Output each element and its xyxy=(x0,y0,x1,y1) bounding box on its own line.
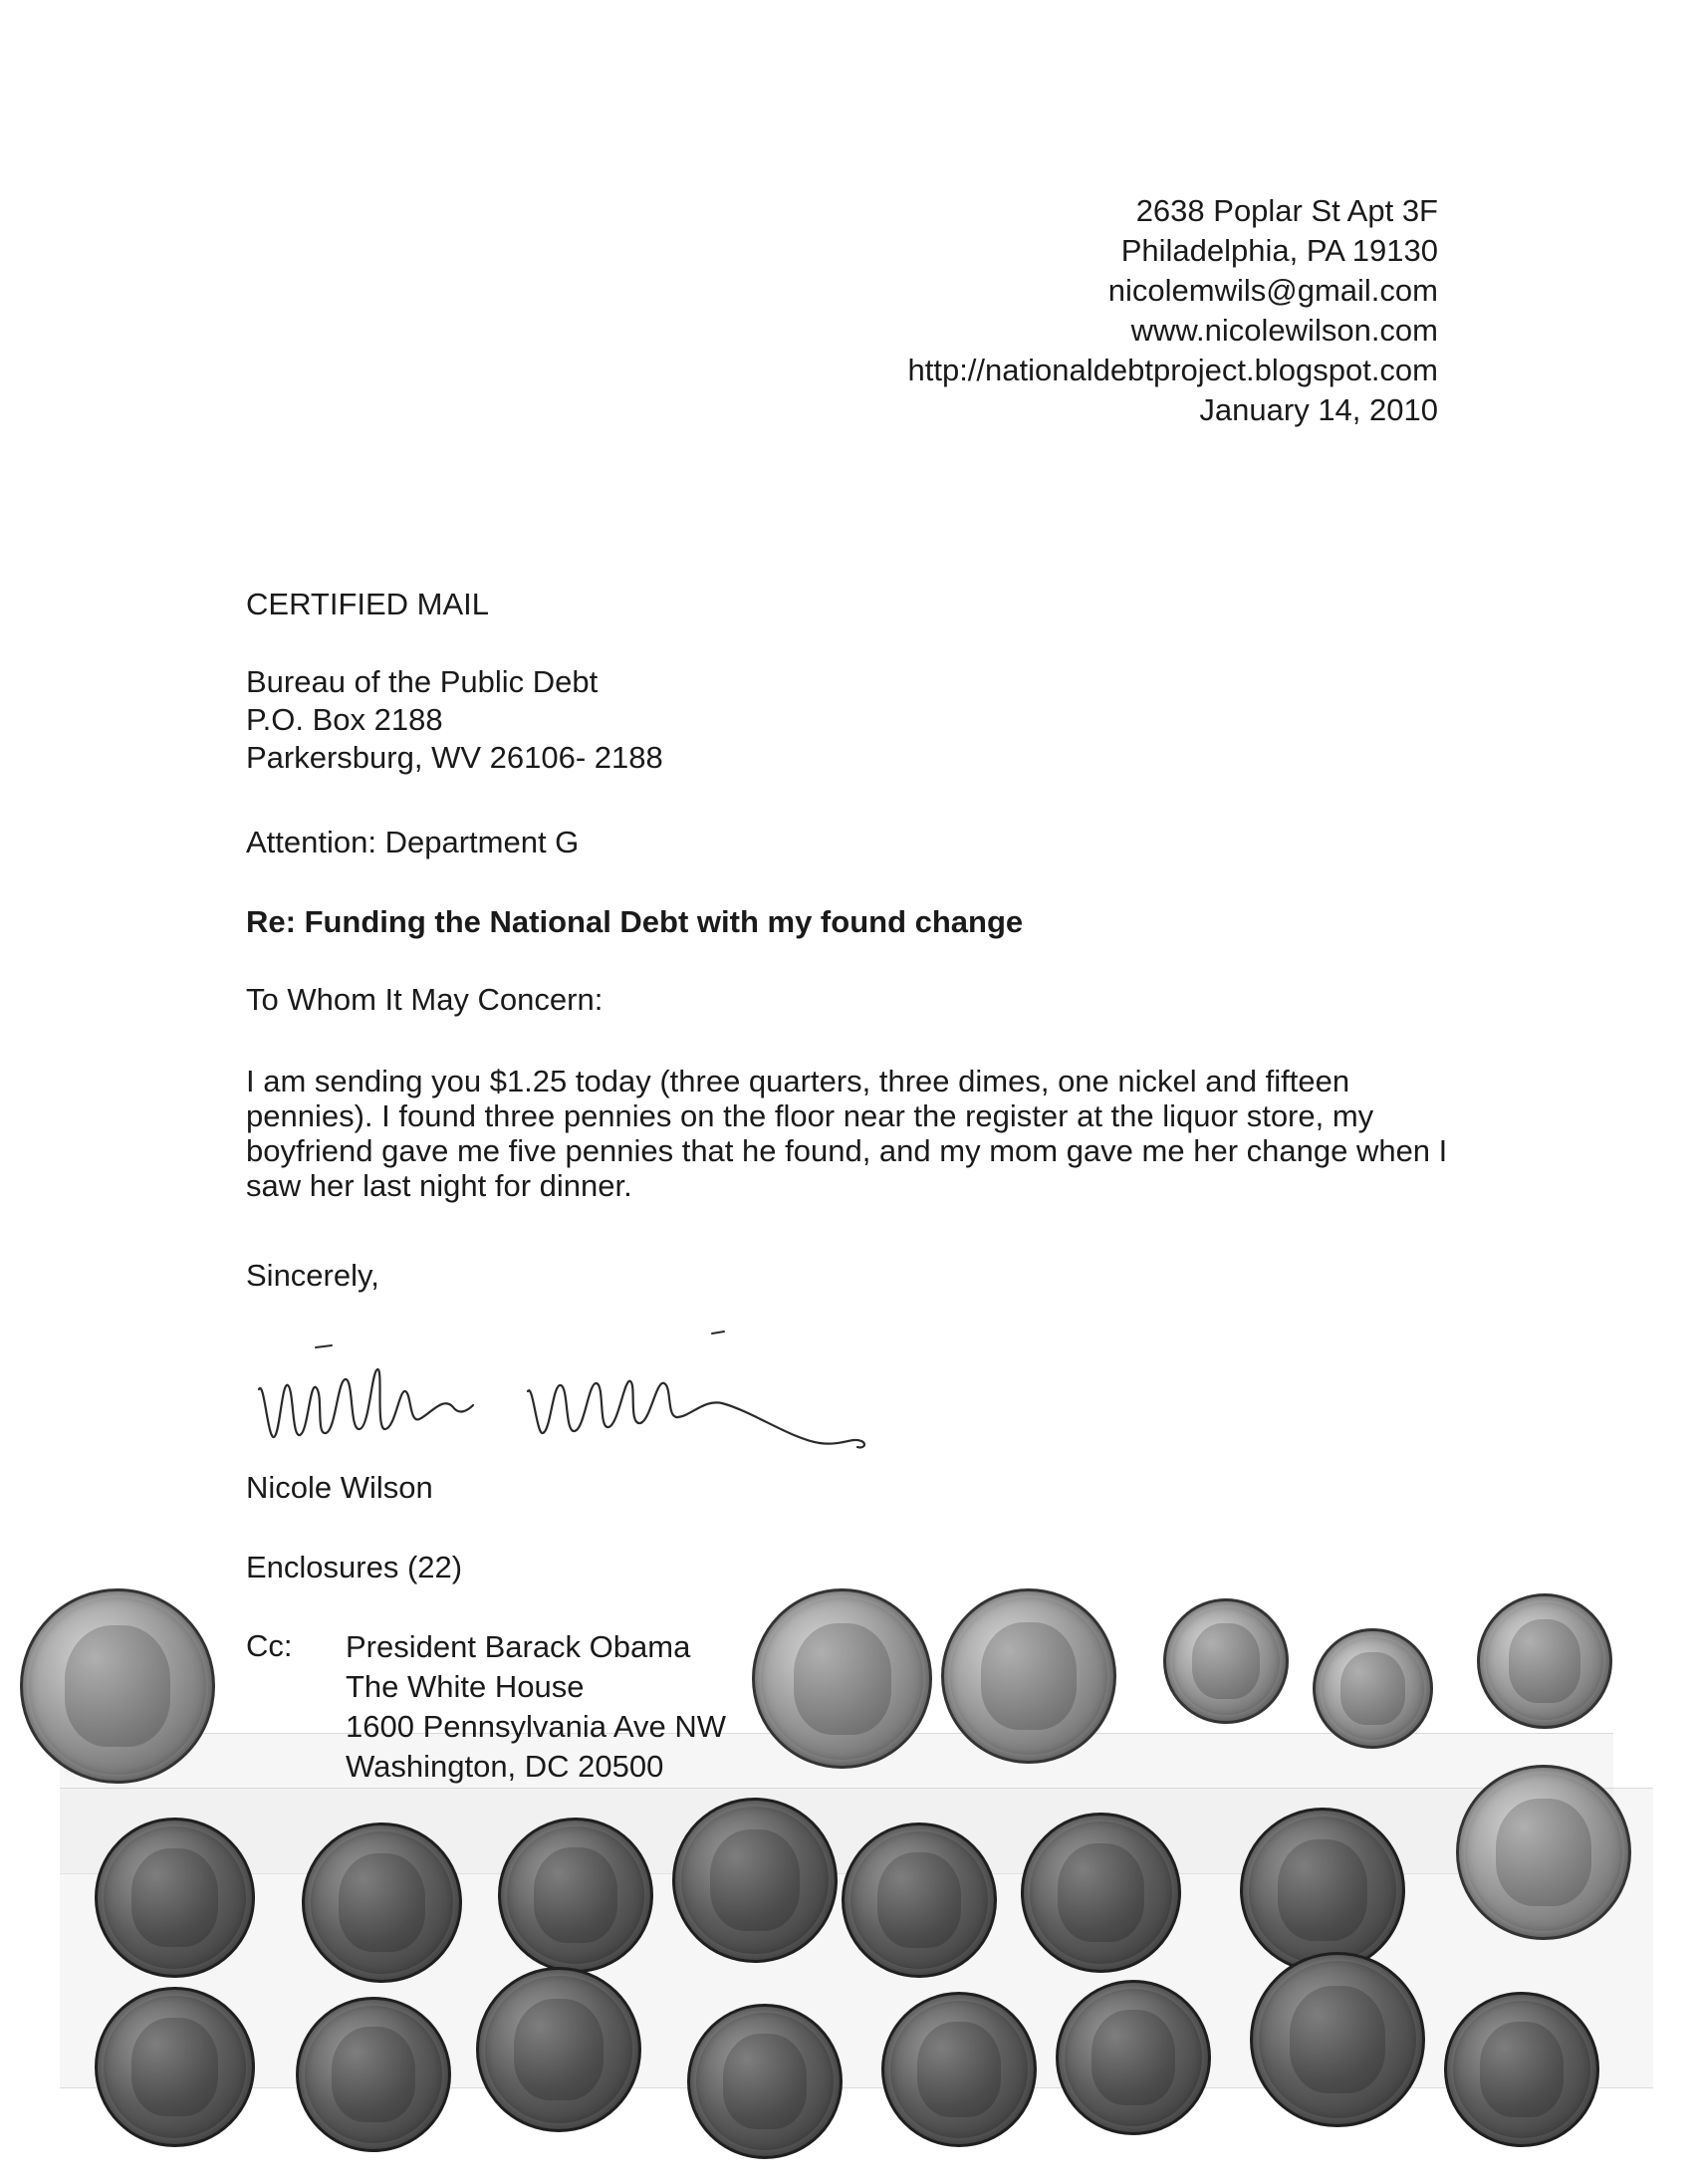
body-paragraph: I am sending you $1.25 today (three quarters, three dimes, one nickel and fifteen pennies). I found three pennies on the floor near the register at the liquor store, my boyfriend gave me five pennies that he found, and my mom gave me her change when I saw her last night for dinner. xyxy=(246,1064,1448,1203)
salutation: To Whom It May Concern: xyxy=(246,982,604,1017)
recipient-address-block xyxy=(246,663,663,777)
subject-line: Re: Funding the National Debt with my found change xyxy=(246,904,1024,939)
cc-label: Cc: xyxy=(246,1628,293,1663)
coin-relief xyxy=(131,1848,218,1947)
cc-line: The White House xyxy=(346,1669,585,1704)
cc-line: Washington, DC 20500 xyxy=(346,1749,664,1784)
penny-coin xyxy=(296,1997,451,2152)
coin-relief xyxy=(1509,1619,1581,1702)
dime-coin xyxy=(1163,1598,1289,1724)
penny-coin xyxy=(302,1822,462,1983)
coin-relief xyxy=(332,2027,415,2122)
sender-city-state-zip: Philadelphia, PA 19130 xyxy=(1120,233,1438,268)
penny-coin xyxy=(881,1992,1037,2147)
coin-relief xyxy=(514,1999,604,2100)
penny-coin xyxy=(842,1822,997,1978)
coin-relief xyxy=(917,2022,1001,2117)
penny-coin xyxy=(687,2004,843,2159)
penny-coin xyxy=(672,1798,838,1963)
penny-coin xyxy=(1021,1813,1181,1973)
coin-relief xyxy=(65,1625,170,1747)
coin-relief xyxy=(1192,1623,1259,1700)
letter-date: January 14, 2010 xyxy=(1199,392,1438,427)
recipient-name: Bureau of the Public Debt xyxy=(246,664,599,699)
coin-relief xyxy=(794,1623,891,1735)
coin-relief xyxy=(1340,1652,1404,1726)
sender-email: nicolemwils@gmail.com xyxy=(1107,273,1438,308)
nickel-coin xyxy=(1456,1765,1631,1940)
coin-relief xyxy=(981,1622,1076,1731)
penny-coin xyxy=(476,1967,641,2132)
coin-relief xyxy=(131,2018,218,2116)
coin-relief xyxy=(339,1853,425,1952)
coin-relief xyxy=(710,1829,800,1931)
coin-relief xyxy=(1480,2022,1564,2117)
handwritten-signature xyxy=(254,1320,891,1469)
coin-relief xyxy=(534,1847,617,1943)
cc-line: President Barack Obama xyxy=(346,1629,691,1664)
penny-coin xyxy=(95,1818,255,1978)
penny-coin xyxy=(95,1987,255,2147)
closing: Sincerely, xyxy=(246,1258,379,1293)
signer-name: Nicole Wilson xyxy=(246,1470,433,1505)
sender-address-block xyxy=(907,191,1438,430)
penny-coin xyxy=(498,1818,653,1973)
coin-relief xyxy=(877,1852,961,1948)
cc-address-block xyxy=(346,1627,726,1787)
penny-coin xyxy=(1444,1992,1599,2147)
sender-blog: http://nationaldebtproject.blogspot.com xyxy=(907,353,1438,387)
quarter-coin xyxy=(941,1588,1116,1764)
coin-relief xyxy=(1290,1986,1384,2094)
penny-coin xyxy=(1056,1980,1211,2135)
sender-street: 2638 Poplar St Apt 3F xyxy=(1135,193,1438,228)
recipient-po-box: P.O. Box 2188 xyxy=(246,702,443,737)
coin-relief xyxy=(1091,2010,1175,2105)
coin-relief xyxy=(723,2034,807,2129)
dime-coin xyxy=(1477,1593,1612,1729)
penny-coin xyxy=(1250,1952,1425,2127)
coin-relief xyxy=(1278,1839,1367,1941)
cc-line: 1600 Pennsylvania Ave NW xyxy=(346,1709,726,1744)
attention-line: Attention: Department G xyxy=(246,825,580,859)
quarter-coin xyxy=(20,1588,215,1784)
dime-coin xyxy=(1313,1628,1433,1749)
quarter-coin xyxy=(752,1588,932,1769)
coin-relief xyxy=(1058,1843,1144,1942)
coin-relief xyxy=(1496,1799,1590,1907)
sender-website: www.nicolewilson.com xyxy=(1130,313,1438,348)
recipient-city-state-zip: Parkersburg, WV 26106- 2188 xyxy=(246,740,663,775)
penny-coin xyxy=(1240,1808,1405,1973)
enclosures-line: Enclosures (22) xyxy=(246,1550,463,1584)
delivery-method: CERTIFIED MAIL xyxy=(246,587,490,621)
